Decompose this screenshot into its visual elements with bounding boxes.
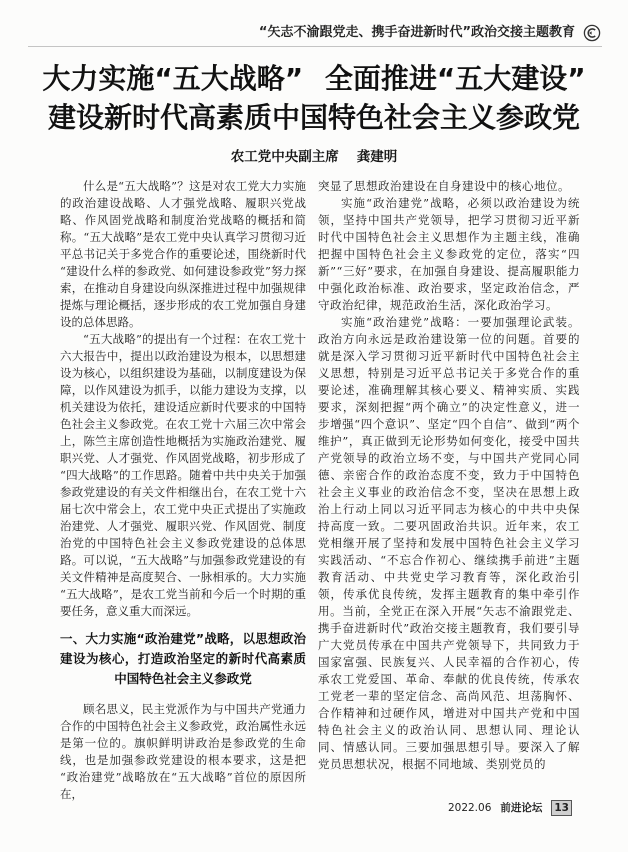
intro-paragraph-1: 什么是“五大战略”？这是对农工党大力实施的政治建设战略、人才强党战略、履职兴党战略、作风固党战略和制度治党战略的概括和简称。“五大战略”是农工党中央认真学习贯彻习近平总书记关于多党合作的重要论述，围绕新时代“建设什么样的参政党、如何建设参政党”努力探索，在推动自身建设向纵深推进过程中加强规律提炼与理论概括，逐步形成的农工党加强自身建设的总体思路。 (60, 179, 306, 329)
byline (0, 148, 628, 166)
header-rule (28, 46, 602, 47)
right-column (318, 178, 580, 790)
page-number: 13 (551, 800, 572, 816)
author-position: 农工党中央副主席 (230, 149, 339, 165)
intro-paragraph-2: “五大战略”的提出有一个过程：在农工党十六大报告中，提出以政治建设为根本，以思想建设为核心，以组织建设为基础，以制度建设为保障，以作风建设为抓手，以能力建设为支撑，以机关建设为依托，建设适应新时代要求的中国特色社会主义参政党。在农工党十六届三次中常会上，陈竺主席创造性地概括为实施政治建党、履职兴党、人才强党、作风固党战略，初步形成了“四大战略”的工作思路。随着中共中央关于加强参政党建设的有关文件相继出台，在农工党十六届七次中常会上，农工党中央正式提出了实施政治建党、人才强党、履职兴党、作风固党、制度治党的中国特色社会主义参政党建设的总体思路。可以说，“五大战略”与加强参政党建设的有关文件精神是高度契合、一脉相承的。大力实施“五大战略”，是农工党当前和今后一个时期的重要任务，意义重大而深远。 (60, 332, 306, 618)
author-name: 龚建明 (356, 149, 398, 165)
left-column (60, 178, 306, 801)
headline-line-2: 建设新时代高素质中国特色社会主义参政党 (47, 101, 580, 134)
section-1-heading: 一、大力实施“政治建党”战略，以思想政治建设为核心，打造政治坚定的新时代高素质中国特色社会主义参政党 (60, 631, 306, 686)
page-footer (448, 800, 572, 816)
section-1-paragraph-1-part-2: 突显了思想政治建设在自身建设中的核心地位。 (318, 179, 570, 193)
headline-line-1: 大力实施“五大战略” 全面推进“五大建设” (42, 62, 586, 95)
emblem-icon (583, 24, 601, 42)
section-1-paragraph-2: 实施“政治建党”战略，必须以政治建设为统领，坚持中国共产党领导，把学习贯彻习近平新时代中国特色社会主义思想作为主题主线，准确把握中国特色社会主义参政党的定位，落实“四新”“三好”要求，在加强自身建设、提高履职能力中强化政治标准、政治要求，坚定政治信念，严守政治纪律，规范政治生活，深化政治学习。 (318, 196, 580, 312)
issue-date: 2022.06 (447, 802, 492, 814)
running-header: “矢志不渝跟党走、携手奋进新时代”政治交接主题教育 (258, 25, 575, 40)
section-1-paragraph-3: 实施“政治建党”战略：一要加强理论武装。政治方向永远是政治建设第一位的问题。首要的就是深入学习贯彻习近平新时代中国特色社会主义思想，特别是习近平总书记关于多党合作的重要论述，准确理解其核心要义、精神实质、实践要求，深刻把握“两个确立”的决定性意义，进一步增强“四个意识”、坚定“四个自信”、做到“两个维护”，真正做到无论形势如何变化，接受中国共产党领导的政治立场不变，与中国共产党同心同德、亲密合作的政治态度不变，致力于中国特色社会主义事业的政治信念不变，坚决在思想上政治上行动上同以习近平同志为核心的中共中央保持高度一致。二要巩固政治共识。近年来，农工党相继开展了坚持和发展中国特色社会主义学习实践活动、“不忘合作初心、继续携手前进”主题教育活动、中共党史学习教育等，深化政治引领，传承优良传统，发挥主题教育的集中牵引作用。当前，全党正在深入开展“矢志不渝跟党走、携手奋进新时代”政治交接主题教育，我们要引导广大党员传承在中国共产党领导下，共同致力于国家富强、民族复兴、人民幸福的合作初心，传承农工党爱国、革命、奉献的优良传统，传承农工党老一辈的坚定信念、高尚风范、坦荡胸怀、合作精神和过硬作风，增进对中国共产党和中国特色社会主义的政治认同、思想认同、理论认同、情感认同。三要加强思想引导。要深入了解党员思想状况，根据不同地域、类别党员的 (318, 315, 580, 771)
magazine-name: 前进论坛 (500, 802, 543, 814)
section-1-paragraph-1-part-1: 顾名思义，民主党派作为与中国共产党通力合作的中国特色社会主义参政党，政治属性永远是第一位的。旗帜鲜明讲政治是参政党的生命线，也是加强参政党建设的根本要求，这是把“政治建党”战略放在“五大战略”首位的原因所在， (60, 702, 306, 801)
